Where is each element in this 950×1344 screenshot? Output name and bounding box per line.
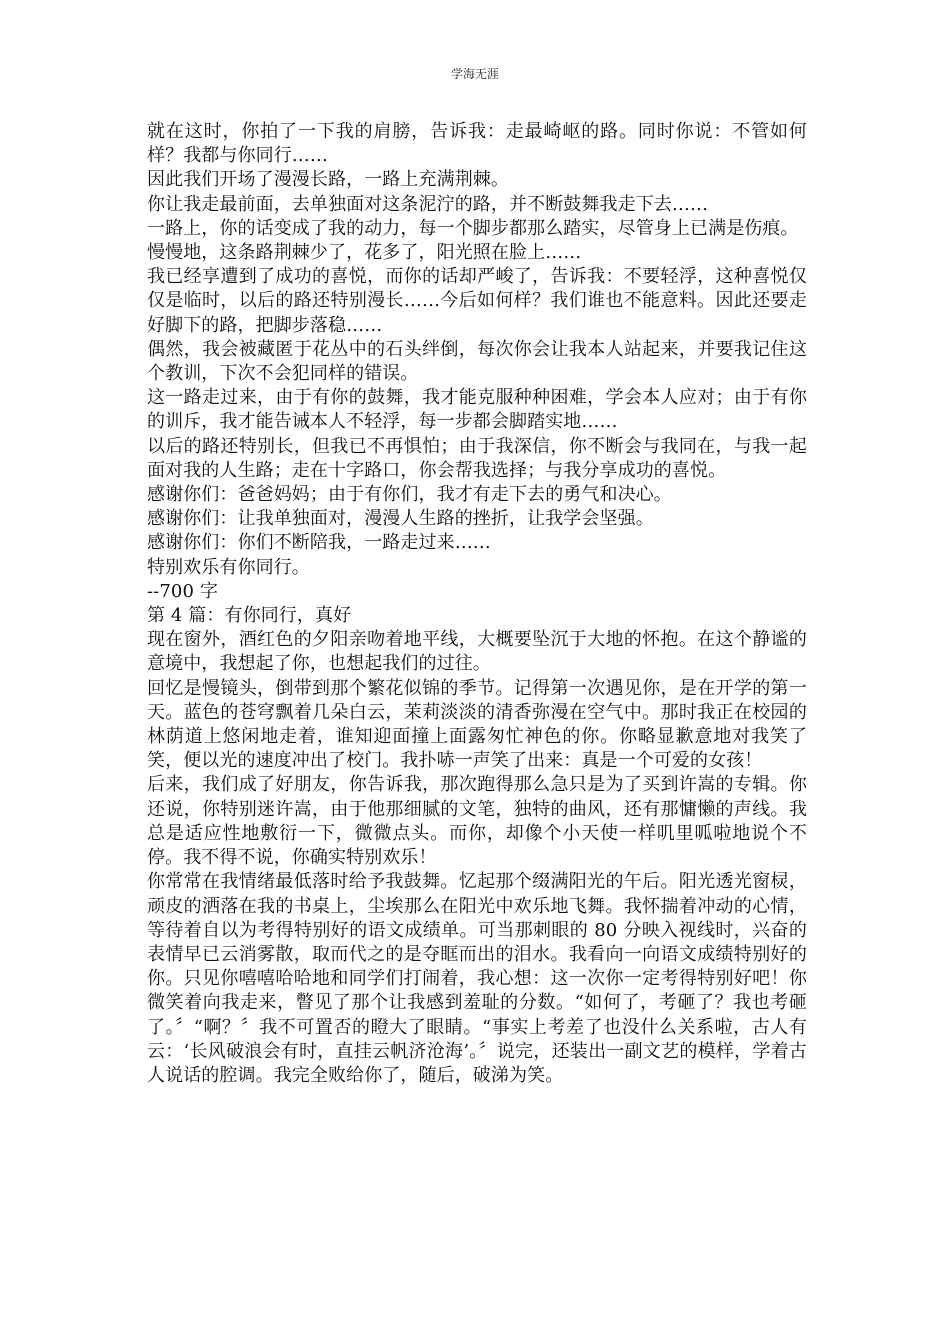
- paragraph: 特别欢乐有你同行。: [147, 556, 310, 578]
- paragraph: 感谢你们：你们不断陪我，一路走过来……: [147, 532, 491, 554]
- paragraph: 感谢你们：爸爸妈妈；由于有你们，我才有走下去的勇气和决心。: [147, 484, 672, 506]
- paragraph: 就在这时，你拍了一下我的肩膀，告诉我：走最崎岖的路。同时你说：不管如何样？我都与你同行……: [147, 121, 807, 167]
- paragraph: 你常常在我情绪最低落时给予我鼓舞。忆起那个缀满阳光的午后。阳光透光窗棂，顽皮的洒落在我的书桌上，尘埃那么在阳光中欢乐地飞舞。我怀揣着冲动的心情，等待着自以为考得特别好的语文成绩单。可当那刺眼的 80 分映入视线时，兴奋的表情早已云消雾散，取而代之的是夺眶而出的泪水。我看向一向语文成绩特别好的你。只见你嘻嘻哈哈地和同学们打闹着，我心想：这一次你一定考得特别好吧！你微笑着向我走来，瞥见了那个让我感到羞耻的分数。“如何了，考砸了？我也考砸了。〞“啊？〞我不可置否的瞪大了眼睛。“事实上考差了也没什么关系啦，古人有云：‘长风破浪会有时，直挂云帆济沧海’。〞说完，还装出一副文艺的模样，学着古人说话的腔调。我完全败给你了，随后，破涕为笑。: [147, 871, 807, 1086]
- paragraph: 我已经享遭到了成功的喜悦，而你的话却严峻了，告诉我：不要轻浮，这种喜悦仅仅是临时，以后的路还特别漫长……今后如何样？我们谁也不能意料。因此还要走好脚下的路，把脚步落稳……: [147, 266, 807, 336]
- paragraph: 以后的路还特别长，但我已不再惧怕；由于我深信，你不断会与我同在，与我一起面对我的人生路；走在十字路口，你会帮我选择；与我分享成功的喜悦。: [147, 435, 807, 481]
- page-header: 学海无涯: [450, 67, 499, 81]
- section-title: 第 4 篇：有你同行，真好: [147, 605, 352, 627]
- paragraph: 回忆是慢镜头，倒带到那个繁花似锦的季节。记得第一次遇见你，是在开学的第一天。蓝色的苍穹飘着几朵白云，茉莉淡淡的清香弥漫在空气中。那时我正在校园的林荫道上悠闲地走着，谁知迎面撞上面露匆忙神色的你。你略显歉意地对我笑了笑，便以光的速度冲出了校门。我扑哧一声笑了出来：真是一个可爱的女孩！: [147, 677, 807, 772]
- paragraph: 后来，我们成了好朋友，你告诉我，那次跑得那么急只是为了买到许嵩的专辑。你还说，你特别迷许嵩，由于他那细腻的文笔，独特的曲风，还有那慵懒的声线。我总是适应性地敷衍一下，微微点头。而你，却像个小天使一样叽里呱啦地说个不停。我不得不说，你确实特别欢乐！: [147, 774, 807, 869]
- paragraph: 一路上，你的话变成了我的动力，每一个脚步都那么踏实，尽管身上已满是伤痕。: [147, 217, 799, 239]
- word-count: --700 字: [147, 580, 218, 602]
- paragraph: 慢慢地，这条路荆棘少了，花多了，阳光照在脸上……: [147, 242, 582, 264]
- paragraph: 偶然，我会被藏匿于花丛中的石头绊倒，每次你会让我本人站起来，并要我记住这个教训，下次不会犯同样的错误。: [147, 338, 807, 385]
- paragraph: 因此我们开场了漫漫长路，一路上充满荆棘。: [147, 169, 509, 191]
- paragraph: 感谢你们：让我单独面对，漫漫人生路的挫折，让我学会坚强。: [147, 508, 654, 530]
- paragraph: 你让我走最前面，去单独面对这条泥泞的路，并不断鼓舞我走下去……: [147, 193, 709, 215]
- paragraph: 现在窗外，酒红色的夕阳亲吻着地平线，大概要坠沉于大地的怀抱。在这个静谧的意境中，我想起了你，也想起我们的过往。: [147, 629, 807, 675]
- paragraph: 这一路走过来，由于有你的鼓舞，我才能克服种种困难，学会本人应对；由于有你的训斥，我才能告诫本人不轻浮，每一步都会脚踏实地……: [147, 387, 807, 433]
- document-body: [147, 120, 807, 1088]
